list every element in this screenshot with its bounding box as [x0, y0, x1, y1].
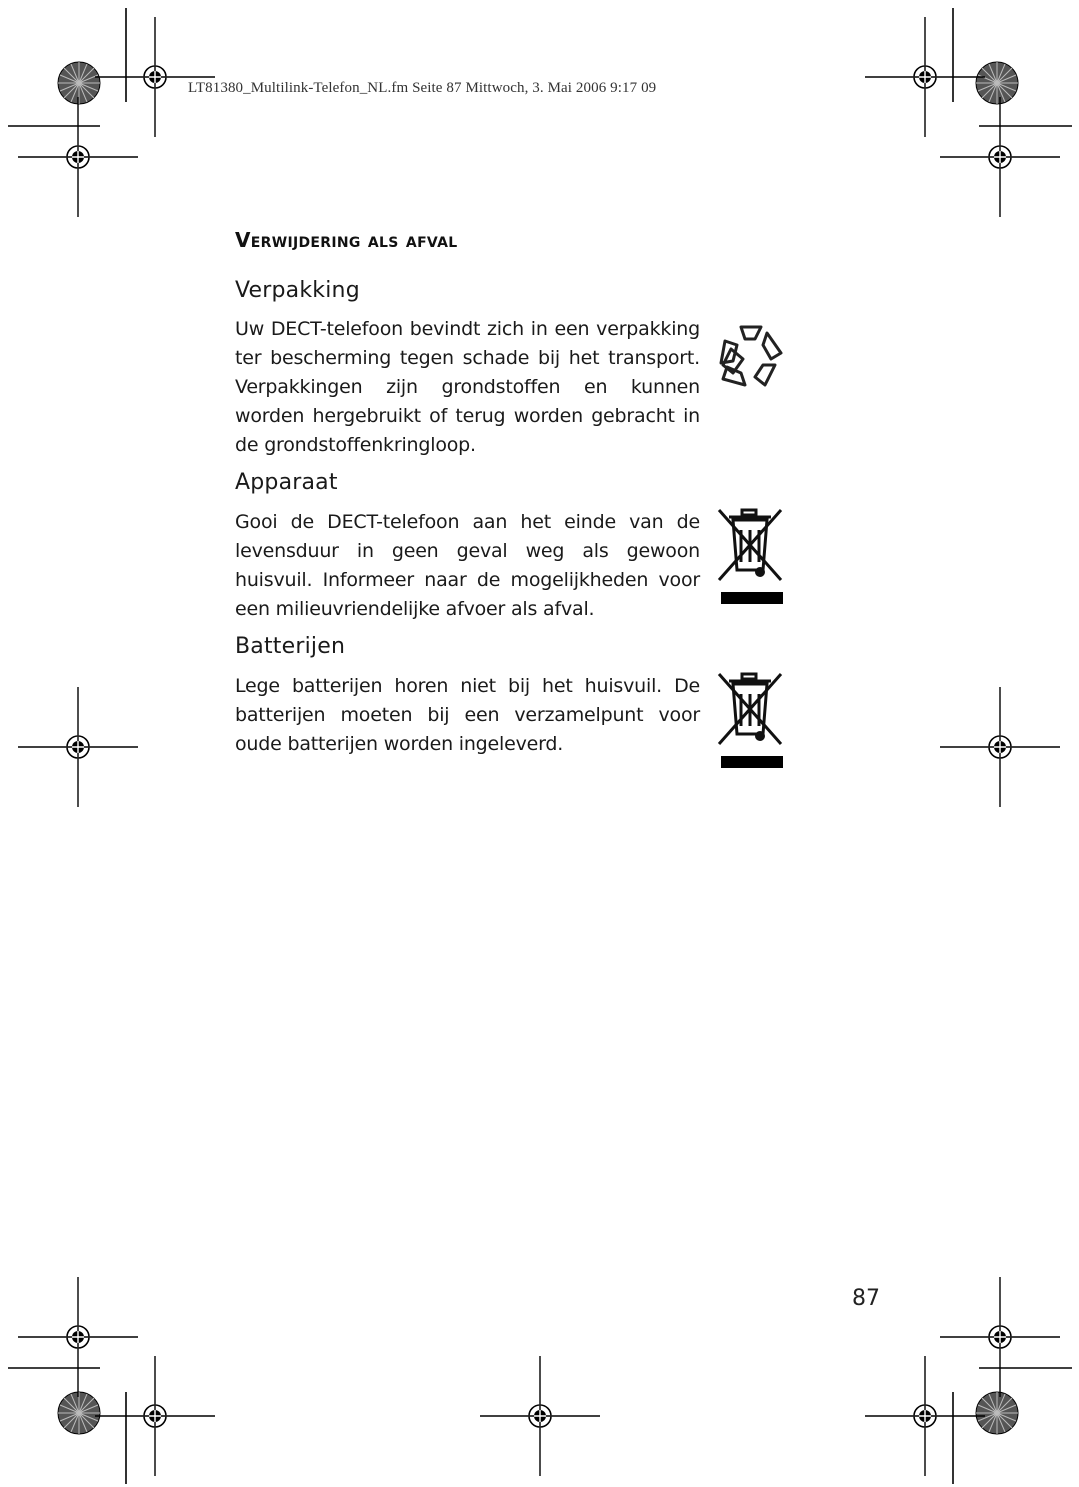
crossed-out-bin-icon [715, 506, 785, 606]
document-content [235, 228, 785, 770]
section-text-batterijen: Lege batterijen horen niet bij het huisvuil. De batterijen moeten bij een verzamelpunt voor oude batterijen worden ingeleverd. [235, 675, 700, 755]
section-heading-apparaat: Apparaat [235, 470, 338, 495]
section-heading-batterijen: Batterijen [235, 634, 346, 659]
page-number: 87 [852, 1286, 880, 1311]
section-text-apparaat: Gooi de DECT-telefoon aan het einde van de levensduur in geen geval weg als gewoon huisvuil. Informeer naar de mogelijkheden voor een milieuvriendelijke afvoer als afval. [235, 511, 700, 620]
section-heading-verpakking: Verpakking [235, 278, 360, 303]
crossed-out-bin-icon [715, 670, 785, 770]
recycling-icon [715, 319, 785, 389]
print-header: LT81380_Multilink-Telefon_NL.fm Seite 87 Mittwoch, 3. Mai 2006 9:17 09 [188, 80, 657, 96]
section-verpakking [235, 315, 785, 460]
section-apparaat [235, 508, 785, 624]
section-batterijen [235, 672, 785, 770]
page-title: Verwijdering als afval [235, 228, 458, 252]
section-text-verpakking: Uw DECT-telefoon bevindt zich in een verpakking ter bescherming tegen schade bij het transport. Verpakkingen zijn grondstoffen en kunnen worden hergebruikt of terug worden gebracht in de grondstoffenkringloop. [235, 318, 700, 456]
